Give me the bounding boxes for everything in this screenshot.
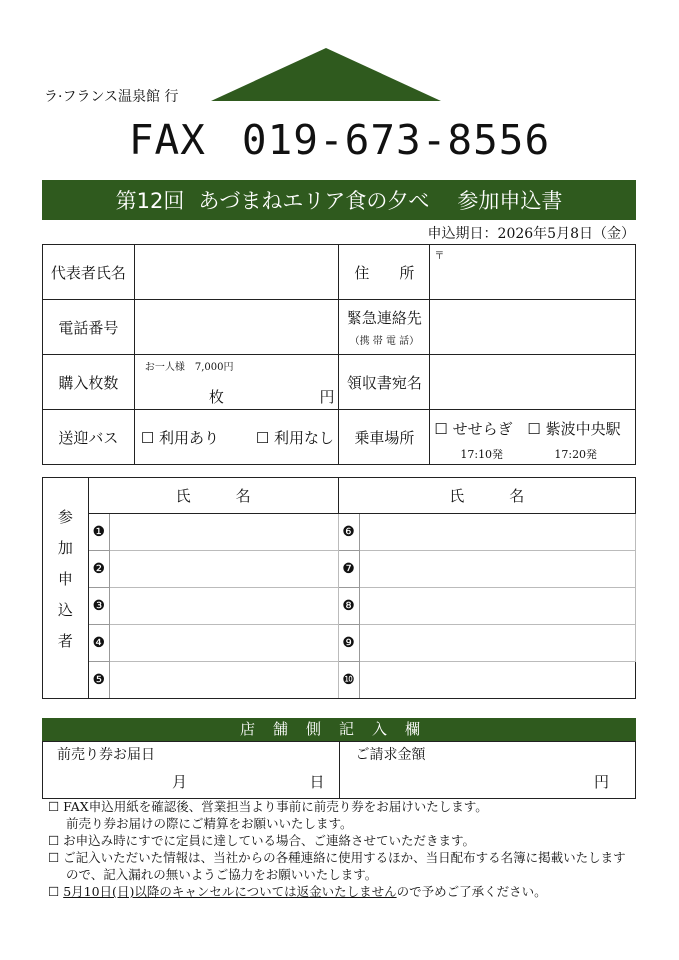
participants-table (42, 477, 636, 699)
bus-options (134, 410, 339, 465)
note-1-cont: 前売り券お届けの際にご精算をお願いいたします。 (66, 816, 353, 831)
title-doc: 参加申込書 (457, 189, 563, 213)
participant-name-field-2[interactable] (109, 551, 338, 588)
note-4-underlined: 5月10日(日)以降のキャンセルについては返金いたしません (63, 884, 397, 899)
emergency-sub: （携 帯 電 話） (349, 336, 420, 347)
participant-name-field-3[interactable] (109, 588, 338, 625)
row-number: ❶ (88, 514, 109, 551)
row-number: ❾ (338, 625, 359, 662)
notes (48, 798, 648, 900)
row-number: ❸ (88, 588, 109, 625)
delivery-label: 前売り券お届日 (57, 747, 155, 763)
stop-shiwa-time: 17:20発 (554, 448, 598, 461)
fax-label: FAX (128, 116, 206, 164)
price-note: お一人様 7,000円 (144, 362, 234, 373)
rep-name-field[interactable] (134, 245, 339, 300)
row-number: ❻ (338, 514, 359, 551)
stop-seseragi-time: 17:10発 (460, 448, 504, 461)
note-4 (48, 883, 648, 900)
phone-label: 電話番号 (43, 300, 135, 355)
name-header-right: 氏 名 (338, 478, 635, 514)
day-unit: 日 (309, 773, 325, 791)
sheets-unit: 枚 (208, 388, 224, 406)
participant-name-field-4[interactable] (109, 625, 338, 662)
participant-row (43, 551, 636, 588)
participant-name-field-9[interactable] (359, 625, 636, 662)
row-number: ❿ (338, 662, 359, 699)
emergency-field[interactable] (430, 300, 636, 355)
participants-label: 参加申込者 (55, 508, 74, 664)
row-number: ❹ (88, 625, 109, 662)
bus-label: 送迎バス (43, 410, 135, 465)
fax-line (0, 116, 679, 164)
title-event: あづまねエリア食の夕べ (198, 189, 430, 213)
delivery-date-field[interactable] (43, 742, 340, 799)
addressee: ラ·フランス温泉館 行 (44, 89, 179, 105)
boarding-options (430, 410, 636, 465)
participant-row (43, 588, 636, 625)
roof-shape (210, 47, 442, 103)
postal-mark: 〒 (434, 251, 445, 262)
rep-name-label: 代表者氏名 (43, 245, 135, 300)
receipt-field[interactable] (430, 355, 636, 410)
emergency-label-cell (339, 300, 430, 355)
participant-name-field-1[interactable] (109, 514, 338, 551)
store-table (42, 741, 636, 799)
participant-row (43, 625, 636, 662)
tickets-label: 購入枚数 (43, 355, 135, 410)
receipt-label: 領収書宛名 (339, 355, 430, 410)
participant-name-field-7[interactable] (359, 551, 636, 588)
fax-number: 019-673-8556 (241, 116, 551, 164)
invoice-label: ご請求金額 (355, 747, 426, 763)
note-1 (48, 798, 648, 832)
address-label: 住 所 (339, 245, 430, 300)
stop-shiwa-checkbox[interactable]: ☐ 紫波中央駅 (527, 420, 621, 438)
note-1-line: ☐ FAX申込用紙を確認後、営業担当より事前に前売り券をお届けいたします。 (48, 799, 488, 814)
store-section-bar: 店舗側記入欄 (42, 718, 636, 741)
applicant-table (42, 244, 636, 465)
participant-name-field-8[interactable] (359, 588, 636, 625)
note-4-box: ☐ (48, 884, 60, 899)
deadline: 申込期日：2026年5月8日（金） (427, 226, 635, 242)
note-2: ☐ お申込み時にすでに定員に達している場合、ご連絡させていただきます。 (48, 833, 476, 848)
bus-yes-checkbox[interactable]: ☐ 利用あり (140, 429, 220, 447)
bus-no-checkbox[interactable]: ☐ 利用なし (255, 429, 335, 447)
participant-name-field-5[interactable] (109, 662, 338, 699)
title-edition: 第12回 (115, 189, 185, 213)
address-field[interactable] (430, 245, 636, 300)
form-title (42, 180, 636, 220)
month-unit: 月 (172, 773, 188, 791)
note-3: ☐ ご記入いただいた情報は、当社からの各種連絡に使用するほか、当日配布する名簿に掲載いたしますので、記入漏れの無いようご協力をお願いいたします。 (48, 850, 626, 882)
name-header-left: 氏 名 (88, 478, 338, 514)
row-number: ❷ (88, 551, 109, 588)
row-number: ❼ (338, 551, 359, 588)
participant-name-field-10[interactable] (359, 662, 636, 699)
emergency-label: 緊急連絡先 (346, 309, 422, 327)
yen-unit: 円 (593, 773, 609, 791)
yen-unit: 円 (319, 388, 335, 406)
tickets-field[interactable] (134, 355, 339, 410)
row-number: ❽ (338, 588, 359, 625)
invoice-amount-field[interactable] (339, 742, 636, 799)
participant-row (43, 662, 636, 699)
note-4-rest: ので予めご了承ください。 (396, 884, 547, 899)
row-number: ❺ (88, 662, 109, 699)
participants-label-cell (43, 478, 89, 699)
participant-row (43, 514, 636, 551)
participant-name-field-6[interactable] (359, 514, 636, 551)
boarding-label: 乗車場所 (339, 410, 430, 465)
phone-field[interactable] (134, 300, 339, 355)
stop-seseragi-checkbox[interactable]: ☐ せせらぎ (434, 420, 513, 438)
